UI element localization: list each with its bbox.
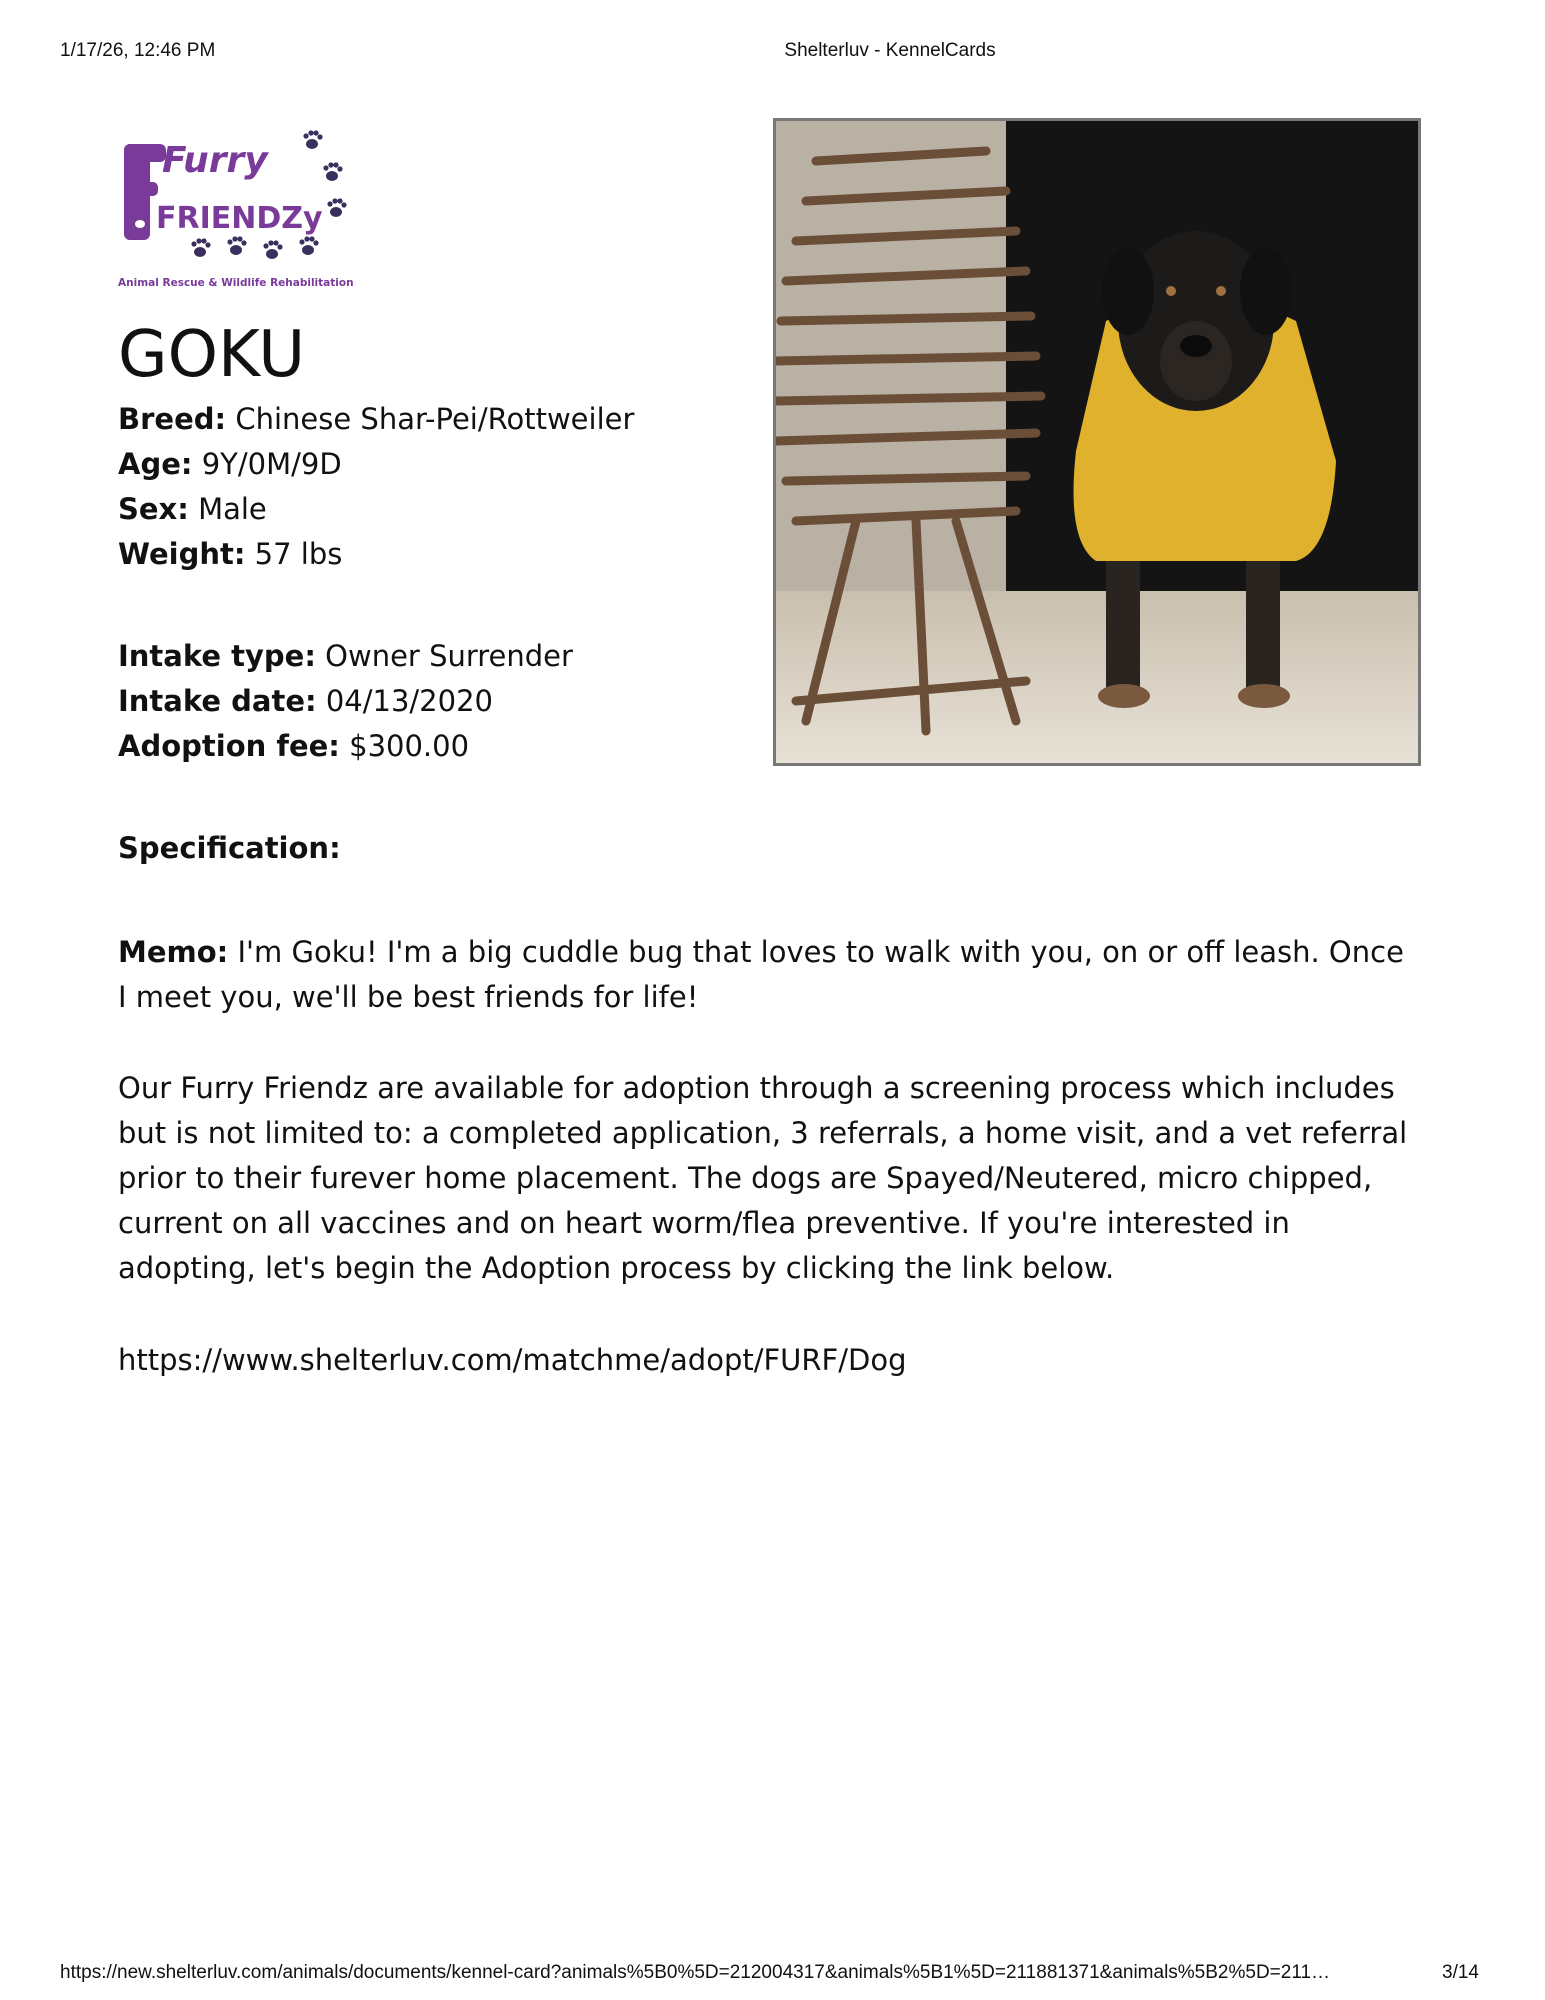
breed-field xyxy=(118,402,634,436)
animal-photo xyxy=(773,118,1421,766)
intake-date-label: Intake date: xyxy=(118,684,317,718)
adoption-fee-label: Adoption fee: xyxy=(118,729,340,763)
adoption-fee-value: $300.00 xyxy=(349,729,470,763)
age-field xyxy=(118,447,342,481)
memo-text: I'm Goku! I'm a big cuddle bug that loves to walk with you, on or off leash. Once I meet you, we'll be best friends for life! xyxy=(118,935,1404,1014)
breed-value: Chinese Shar-Pei/Rottweiler xyxy=(235,402,635,436)
weight-label: Weight: xyxy=(118,537,246,571)
logo-line2: FRIENDZy xyxy=(156,201,323,236)
specification-label: Specification: xyxy=(118,831,341,865)
sex-field xyxy=(118,492,267,526)
sex-label: Sex: xyxy=(118,492,189,526)
memo-paragraph xyxy=(118,930,1408,1020)
weight-field xyxy=(118,537,342,571)
age-value: 9Y/0M/9D xyxy=(201,447,342,481)
memo-label: Memo: xyxy=(118,935,229,969)
print-datetime: 1/17/26, 12:46 PM xyxy=(60,40,216,61)
intake-type-field xyxy=(118,639,573,673)
print-url: https://new.shelterluv.com/animals/documents/kennel-card?animals%5B0%5D=212004317&animals%5B1%5D=211881371&animals%5B2%5D=211… xyxy=(60,1962,1331,1983)
logo-tagline: Animal Rescue & Wildlife Rehabilitation xyxy=(118,277,354,289)
adoption-info-paragraph: Our Furry Friendz are available for adoption through a screening process which includes but is not limited to: a completed application, 3 referrals, a home visit, and a vet referral prior to their furever home placement. The dogs are Spayed/Neutered, micro chipped, current on all vaccines and on heart worm/flea preventive. If you're interested in adopting, let's begin the Adoption process by clicking the link below. xyxy=(118,1071,1408,1285)
furry-friendz-logo xyxy=(118,120,368,292)
age-label: Age: xyxy=(118,447,193,481)
intake-type-value: Owner Surrender xyxy=(325,639,573,673)
breed-label: Breed: xyxy=(118,402,227,436)
logo-graphic xyxy=(118,120,368,292)
weight-value: 57 lbs xyxy=(254,537,343,571)
sex-value: Male xyxy=(198,492,267,526)
print-page-number: 3/14 xyxy=(1442,1962,1479,1983)
print-page-title: Shelterluv - KennelCards xyxy=(784,40,996,61)
intake-date-field xyxy=(118,684,493,718)
animal-name: GOKU xyxy=(118,318,306,392)
specification-field xyxy=(118,831,341,865)
intake-type-label: Intake type: xyxy=(118,639,316,673)
logo-line1: Furry xyxy=(162,140,268,181)
adoption-fee-field xyxy=(118,729,469,763)
intake-date-value: 04/13/2020 xyxy=(325,684,493,718)
adoption-link[interactable]: https://www.shelterluv.com/matchme/adopt/FURF/Dog xyxy=(118,1343,907,1377)
